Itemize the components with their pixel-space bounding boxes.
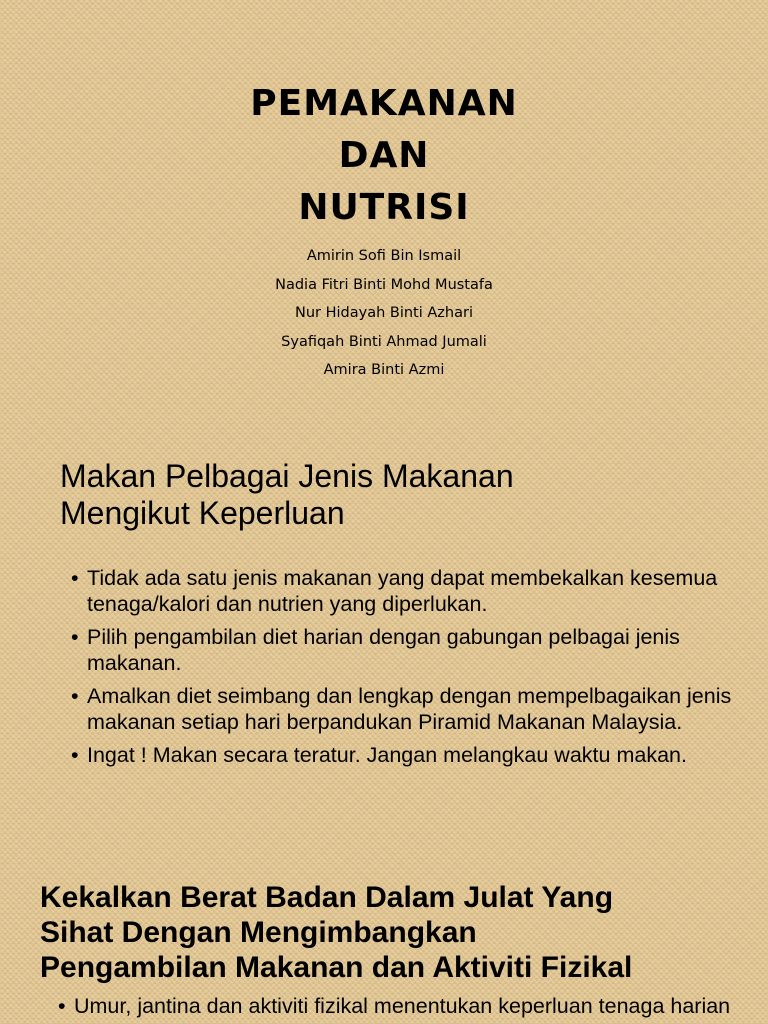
heading-line: Makan Pelbagai Jenis Makanan <box>60 458 514 494</box>
bullet-item: • Ingat ! Makan secara teratur. Jangan melangkau waktu makan. <box>71 742 741 768</box>
title-line: DAN <box>338 135 430 176</box>
author-list <box>0 242 768 385</box>
heading-line: Kekalkan Berat Badan Dalam Julat Yang <box>40 881 614 914</box>
bullet-item: • Pilih pengambilan diet harian dengan gabungan pelbagai jenis makanan. <box>71 624 741 676</box>
slide-heading <box>40 880 750 985</box>
author-name: Nur Hidayah Binti Azhari <box>295 305 473 321</box>
presentation-title <box>0 78 768 234</box>
bullet-list <box>58 993 748 1019</box>
title-slide <box>0 0 768 440</box>
author-name: Amira Binti Azmi <box>323 362 445 378</box>
title-line: NUTRISI <box>298 187 470 228</box>
content-slide-makan-pelbagai <box>0 440 768 860</box>
heading-line: Sihat Dengan Mengimbangkan <box>40 916 477 949</box>
title-line: PEMAKANAN <box>250 83 518 124</box>
author-name: Amirin Sofi Bin Ismail <box>306 248 462 264</box>
bullet-item: • Tidak ada satu jenis makanan yang dapat membekalkan kesemua tenaga/kalori dan nutrien yang diperlukan. <box>71 565 741 617</box>
heading-line: Pengambilan Makanan dan Aktiviti Fizikal <box>40 951 633 984</box>
author-name: Nadia Fitri Binti Mohd Mustafa <box>275 276 493 293</box>
bullet-item: • Umur, jantina dan aktiviti fizikal menentukan keperluan tenaga harian <box>58 993 748 1019</box>
heading-line: Mengikut Keperluan <box>60 495 345 531</box>
bullet-item: • Amalkan diet seimbang dan lengkap dengan mempelbagaikan jenis makanan setiap hari berpandukan Piramid Makanan Malaysia. <box>71 683 741 735</box>
content-slide-berat-badan <box>0 860 768 1024</box>
slide-heading <box>60 458 740 532</box>
author-name: Syafiqah Binti Ahmad Jumali <box>281 333 487 350</box>
bullet-list <box>71 565 741 775</box>
